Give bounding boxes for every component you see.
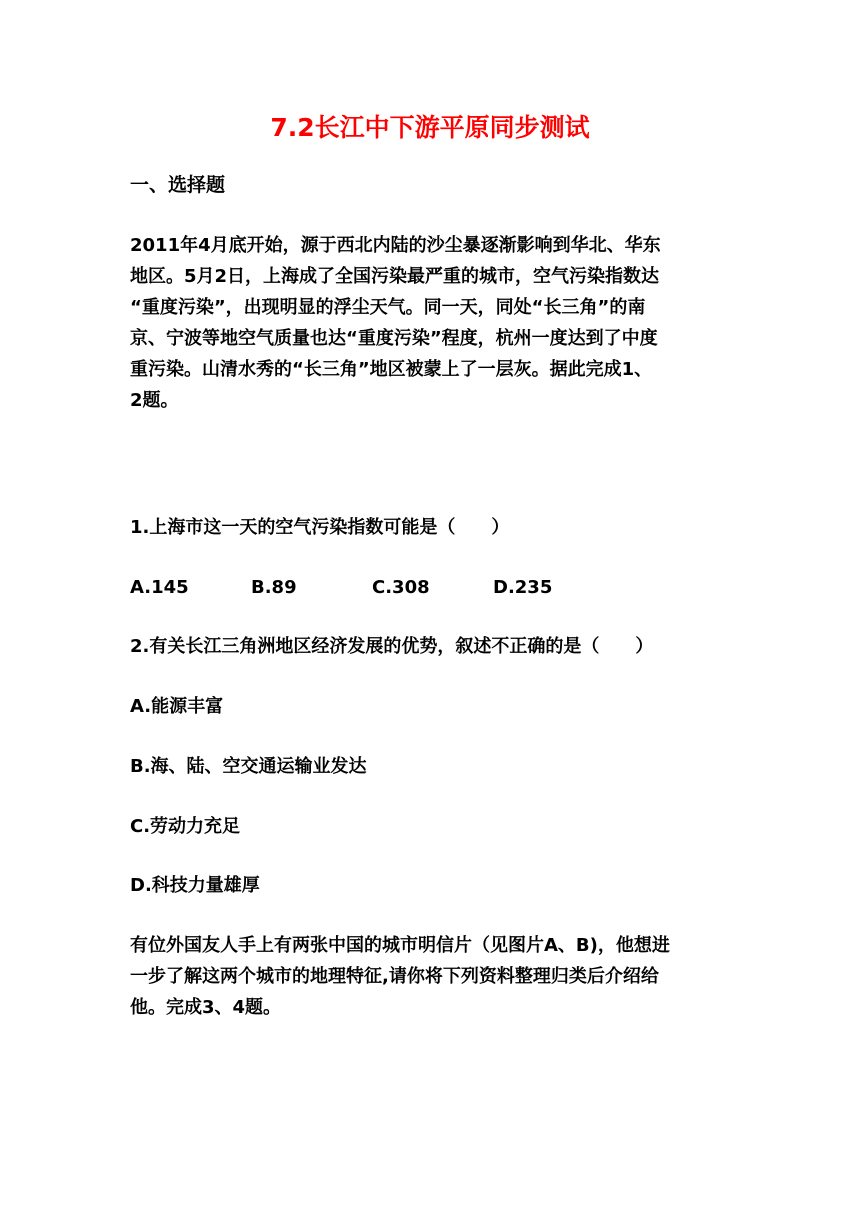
passage-line: 一步了解这两个城市的地理特征,请你将下列资料整理归类后介绍给 (130, 966, 659, 987)
question-1-stem: 1.上海市这一天的空气污染指数可能是（ ） (130, 517, 510, 538)
section-heading: 一、选择题 (130, 174, 226, 196)
passage-line: 有位外国友人手上有两张中国的城市明信片（见图片A、B)，他想进 (130, 935, 670, 956)
question-2-option-a: A.能源丰富 (130, 696, 224, 717)
passage-line: “重度污染”，出现明显的浮尘天气。同一天，同处“长三角”的南 (130, 297, 646, 318)
passage-line: 2题。 (130, 390, 179, 411)
reading-passage-2 (130, 931, 730, 1024)
reading-passage-1 (130, 231, 730, 417)
passage-line: 2011年4月底开始，源于西北内陆的沙尘暴逐渐影响到华北、华东 (130, 235, 661, 256)
question-1-option-d: D.235 (493, 577, 553, 598)
passage-line: 京、宁波等地空气质量也达“重度污染”程度，杭州一度达到了中度 (130, 328, 658, 349)
document-title: 7.2长江中下游平原同步测试 (270, 113, 590, 142)
passage-line: 重污染。山清水秀的“长三角”地区被蒙上了一层灰。据此完成1、 (130, 359, 653, 380)
question-2-option-d: D.科技力量雄厚 (130, 875, 260, 896)
question-1-option-c: C.308 (372, 577, 430, 598)
question-1-option-b: B.89 (251, 577, 297, 598)
question-1-option-a: A.145 (130, 577, 189, 598)
passage-line: 他。完成3、4题。 (130, 997, 282, 1018)
question-2-option-c: C.劳动力充足 (130, 816, 241, 837)
question-2-option-b: B.海、陆、空交通运输业发达 (130, 756, 367, 777)
question-2-stem: 2.有关长江三角洲地区经济发展的优势，叙述不正确的是（ ） (130, 636, 654, 657)
passage-line: 地区。5月2日，上海成了全国污染最严重的城市，空气污染指数达 (130, 266, 660, 287)
